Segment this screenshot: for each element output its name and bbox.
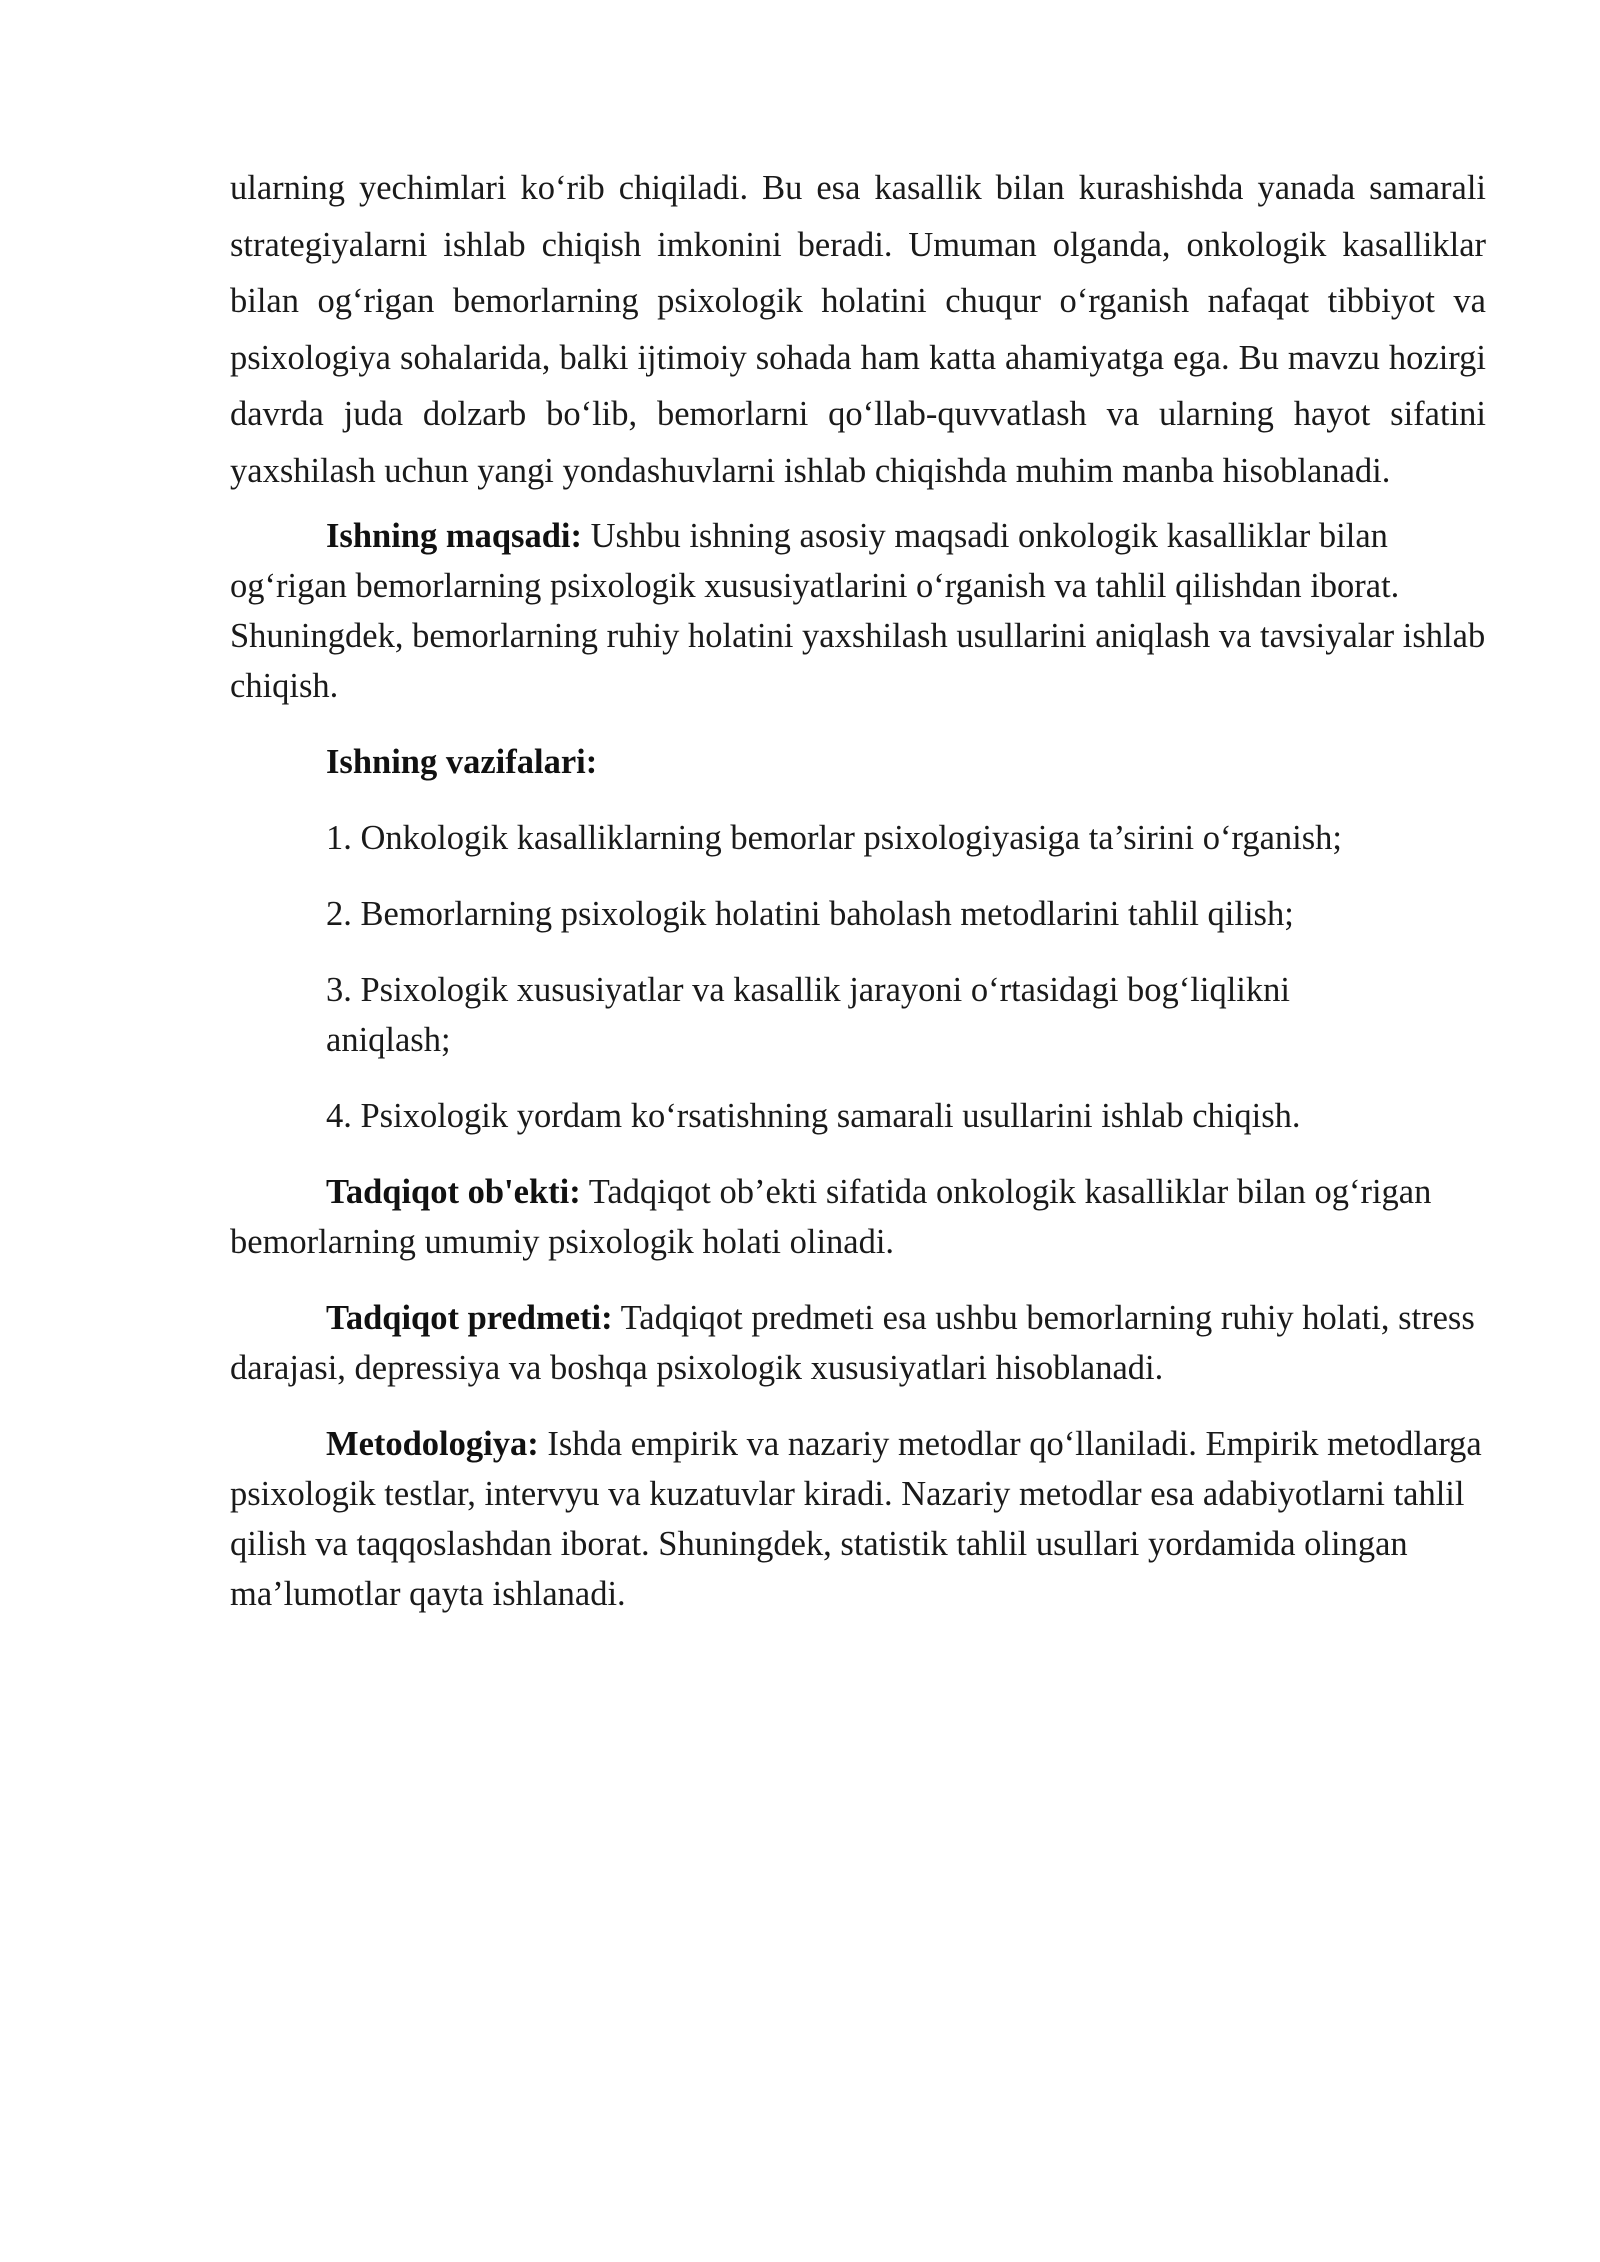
goal-text: Ushbu ishning asosiy maqsadi onkologik kasalliklar bilan og‘rigan bemorlarning psixologik xususiyatlarini o‘rganish va tahlil qilishdan iborat. Shuningdek, bemorlarning ruhiy holatini yaxshilash usullarini aniqlash va tavsiyalar ishlab chiqish.	[230, 517, 1486, 705]
subject-text: Tadqiqot predmeti esa ushbu bemorlarning ruhiy holati, stress darajasi, depressiya va boshqa psixologik xususiyatlari hisoblanadi.	[230, 1299, 1475, 1387]
tasks-heading	[326, 737, 1486, 787]
subject-paragraph	[230, 1293, 1486, 1393]
subject-label: Tadqiqot predmeti:	[326, 1299, 613, 1337]
goal-paragraph	[230, 511, 1486, 711]
document-page	[230, 160, 1486, 1645]
goal-label: Ishning maqsadi:	[326, 517, 582, 555]
object-paragraph	[230, 1167, 1486, 1267]
object-text: Tadqiqot ob’ekti sifatida onkologik kasalliklar bilan og‘rigan bemorlarning umumiy psixologik holati olinadi.	[230, 1173, 1432, 1261]
intro-paragraph: ularning yechimlari ko‘rib chiqiladi. Bu esa kasallik bilan kurashishda yanada samarali strategiyalarni ishlab chiqish imkonini beradi. Umuman olganda, onkologik kasalliklar bilan og‘rigan bemorlarning psixologik holatini chuqur o‘rganish nafaqat tibbiyot va psixologiya sohalarida, balki ijtimoiy sohada ham katta ahamiyatga ega. Bu mavzu hozirgi davrda juda dolzarb bo‘lib, bemorlarni qo‘llab-quvvatlash va ularning hayot sifatini yaxshilash uchun yangi yondashuvlarni ishlab chiqishda muhim manba hisoblanadi.	[230, 169, 1486, 490]
task-item-3: 3. Psixologik xususiyatlar va kasallik jarayoni o‘rtasidagi bog‘liqlikni aniqlash;	[326, 971, 1290, 1059]
methodology-paragraph	[230, 1419, 1486, 1619]
task-item-4: 4. Psixologik yordam ko‘rsatishning samarali usullarini ishlab chiqish.	[326, 1097, 1301, 1135]
object-label: Tadqiqot ob'ekti:	[326, 1173, 581, 1211]
methodology-label: Metodologiya:	[326, 1425, 539, 1463]
methodology-text: Ishda empirik va nazariy metodlar qo‘llaniladi. Empirik metodlarga psixologik testlar, intervyu va kuzatuvlar kiradi. Nazariy metodlar esa adabiyotlarni tahlil qilish va taqqoslashdan iborat. Shuningdek, statistik tahlil usullari yordamida olingan ma’lumotlar qayta ishlanadi.	[230, 1425, 1482, 1613]
task-item-2: 2. Bemorlarning psixologik holatini baholash metodlarini tahlil qilish;	[326, 895, 1294, 933]
task-item-1: 1. Onkologik kasalliklarning bemorlar psixologiyasiga ta’sirini o‘rganish;	[326, 819, 1342, 857]
tasks-heading-label: Ishning vazifalari:	[326, 743, 598, 781]
